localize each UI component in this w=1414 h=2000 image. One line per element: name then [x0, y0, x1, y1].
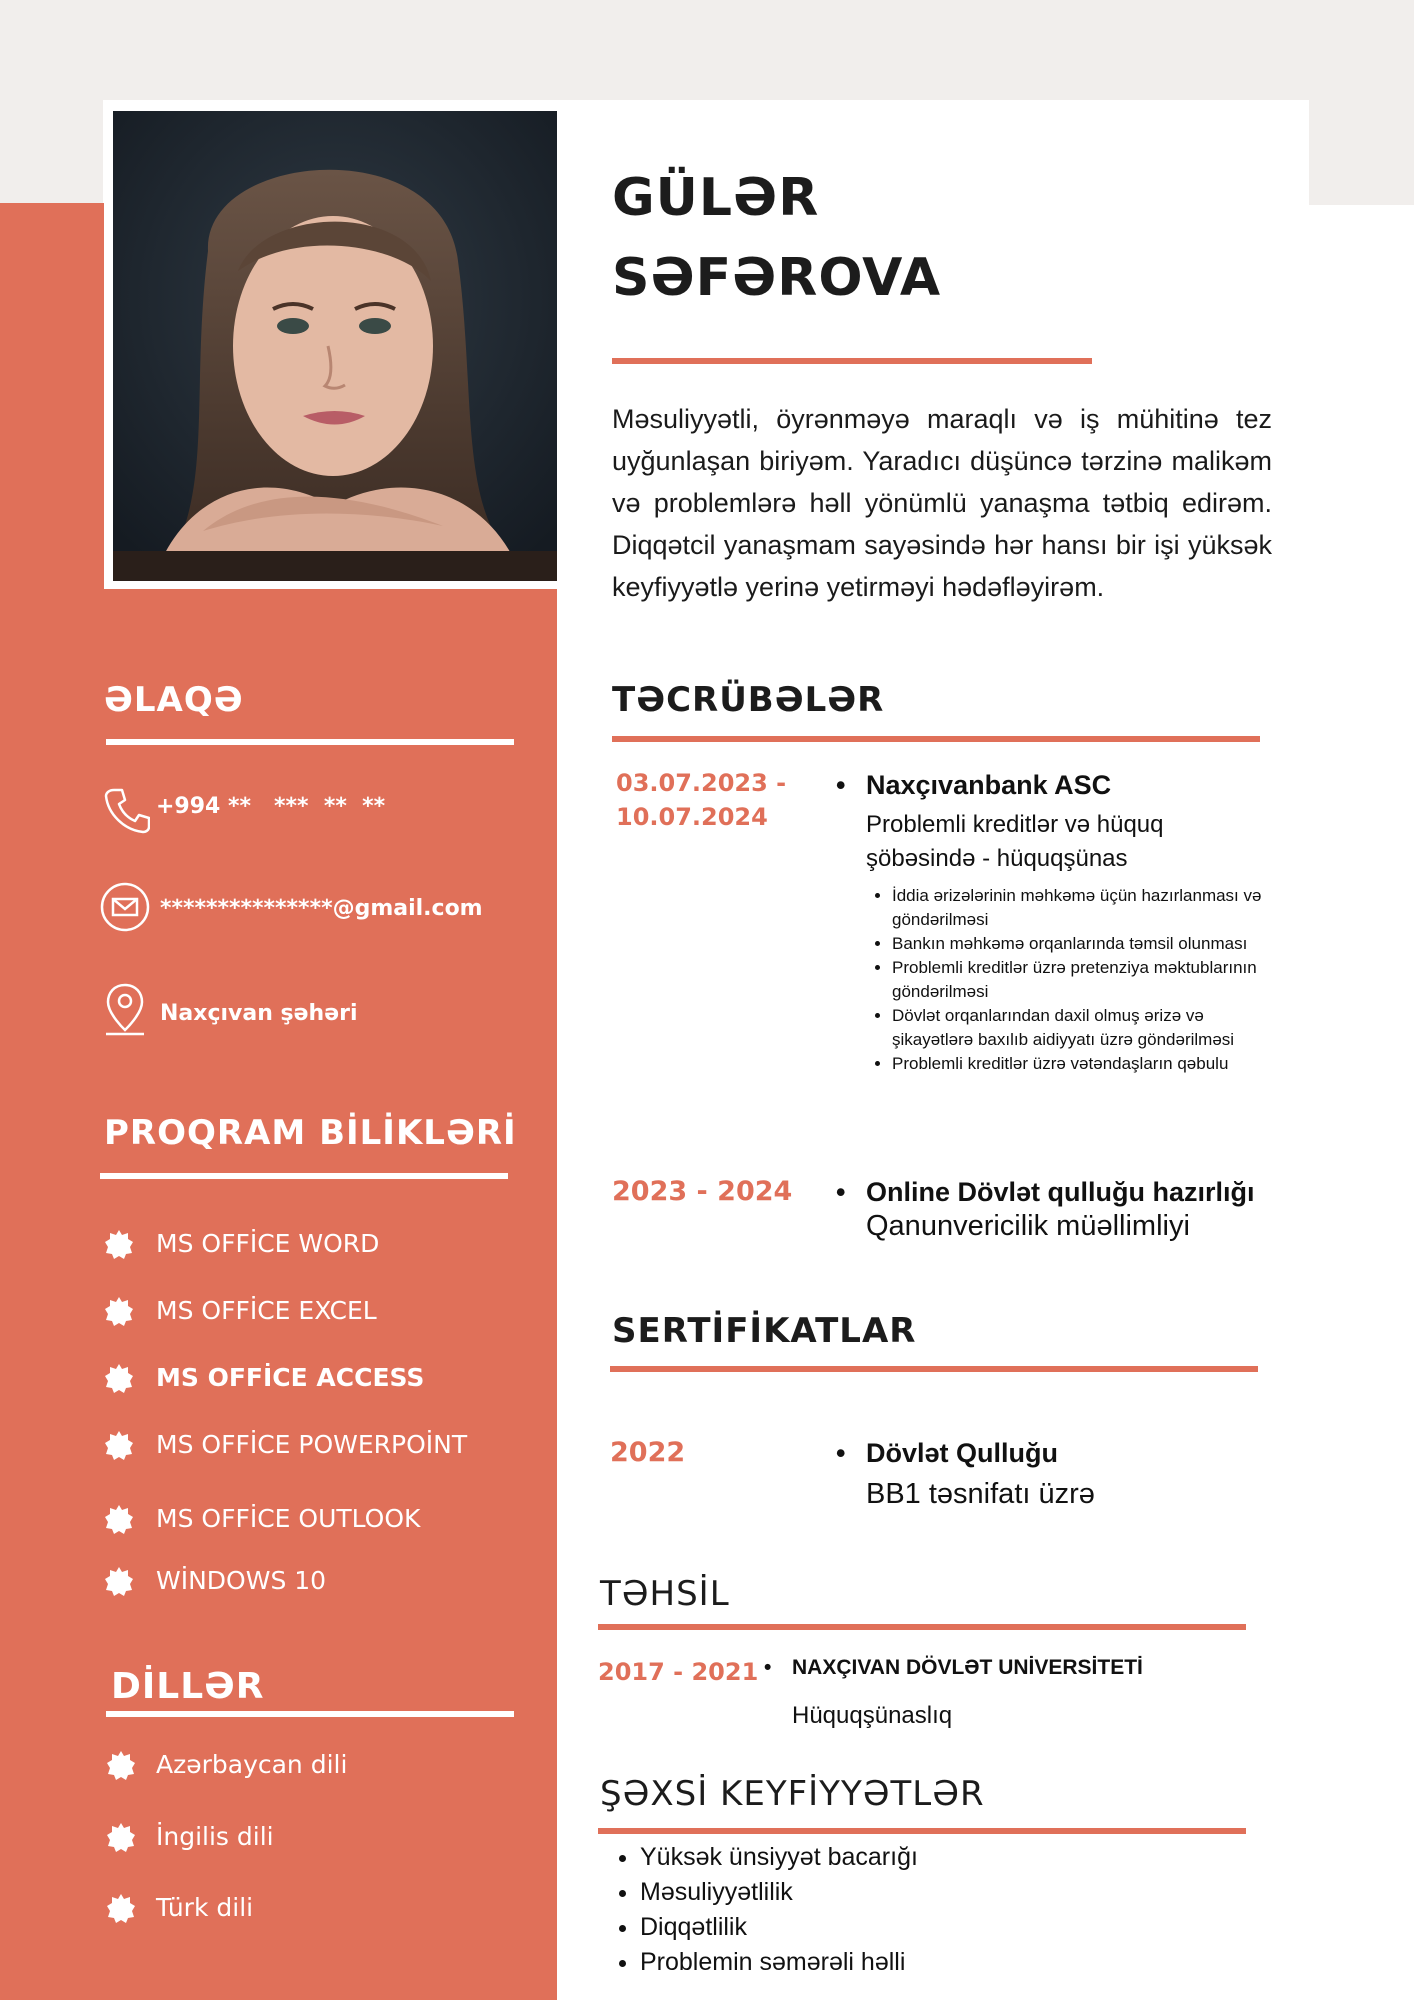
bullet-icon: • — [836, 1438, 846, 1468]
job-company-name: Naxçıvanbank ASC — [866, 770, 1112, 800]
badge-icon — [104, 1363, 134, 1393]
personal-item: • Diqqətlilik — [640, 1910, 1240, 1945]
email-icon — [100, 882, 150, 932]
contact-phone: +994 ** *** ** ** — [156, 794, 386, 819]
badge-icon — [104, 1430, 134, 1460]
personal-list — [640, 1840, 1240, 1980]
experience-underline — [612, 736, 1260, 742]
badge-icon — [104, 1566, 134, 1596]
software-item: WİNDOWS 10 — [156, 1566, 327, 1595]
personal-title: ŞƏXSİ KEYFİYYƏTLƏR — [600, 1774, 985, 1814]
phone-icon — [104, 786, 150, 834]
software-item: MS OFFİCE EXCEL — [156, 1296, 377, 1325]
software-underline — [100, 1173, 508, 1179]
personal-item: • Problemin səmərəli həlli — [640, 1945, 1240, 1980]
contact-underline — [106, 739, 514, 745]
language-item: Türk dili — [156, 1893, 254, 1922]
badge-icon — [104, 1504, 134, 1534]
contact-email: ***************@gmail.com — [160, 896, 483, 921]
language-item: Azərbaycan dili — [156, 1750, 348, 1779]
certificates-title: SERTİFİKATLAR — [612, 1311, 917, 1351]
personal-item: • Məsuliyyətlilik — [640, 1875, 1240, 1910]
certificate-name-text: Dövlət Qulluğu — [866, 1438, 1058, 1468]
bullet-icon: • — [836, 770, 846, 800]
job-duty-item: • İddia ərizələrinin məhkəmə üçün hazırlanması və göndərilməsi — [892, 884, 1272, 932]
job2-company — [836, 1177, 1255, 1208]
personal-item: • Yüksək ünsiyyət bacarığı — [640, 1840, 1240, 1875]
job-date-start: 03.07.2023 - — [616, 769, 787, 797]
job-duty-item: • Problemli kreditlər üzrə pretenziya məktublarının göndərilməsi — [892, 956, 1272, 1004]
education-title: TƏHSİL — [600, 1574, 730, 1614]
certificate-year: 2022 — [610, 1437, 686, 1468]
experience-title: TƏCRÜBƏLƏR — [612, 680, 885, 720]
personal-underline — [598, 1828, 1246, 1834]
badge-icon — [104, 1296, 134, 1326]
languages-underline — [106, 1711, 514, 1717]
education-years: 2017 - 2021 — [598, 1658, 759, 1686]
job-duty-item: • Bankın məhkəmə orqanlarında təmsil olunması — [892, 932, 1272, 956]
job-company — [836, 770, 1111, 801]
badge-icon — [104, 1229, 134, 1259]
location-icon — [102, 982, 148, 1038]
software-item: MS OFFİCE OUTLOOK — [156, 1504, 421, 1533]
contact-location: Naxçıvan şəhəri — [160, 1001, 358, 1026]
job-duty-item: • Dövlət orqanlarından daxil olmuş ərizə və şikayətlərə baxılıb aidiyyatı üzrə göndərilməsi — [892, 1004, 1272, 1052]
job-role-line2: şöbəsində - hüquqşünas — [866, 845, 1128, 872]
software-item: MS OFFİCE ACCESS — [156, 1363, 425, 1392]
education-school-name: NAXÇIVAN DÖVLƏT UNİVERSİTETİ — [792, 1656, 1143, 1679]
job2-role: Qanunvericilik müəllimliyi — [866, 1210, 1190, 1242]
software-item: MS OFFİCE POWERPOİNT — [156, 1430, 468, 1459]
education-school — [764, 1656, 1143, 1680]
job-duty-item: • Problemli kreditlər üzrə vətəndaşların qəbulu — [892, 1052, 1272, 1076]
education-underline — [598, 1624, 1246, 1630]
job-duties — [892, 884, 1272, 1076]
name-underline — [612, 358, 1092, 364]
certificate-name — [836, 1438, 1058, 1469]
job2-date: 2023 - 2024 — [612, 1176, 793, 1207]
name-last: SƏFƏROVA — [612, 248, 942, 308]
badge-icon — [106, 1750, 136, 1780]
bullet-icon: • — [764, 1656, 772, 1679]
certificates-underline — [610, 1366, 1258, 1372]
languages-title: DİLLƏR — [111, 1666, 265, 1707]
certificate-detail: BB1 təsnifatı üzrə — [866, 1478, 1095, 1510]
summary-text: Məsuliyyətli, öyrənməyə maraqlı və iş mühitinə tez uyğunlaşan biriyəm. Yaradıcı düşüncə tərzinə malikəm və problemlərə həll yönümlü yanaşma tətbiq edirəm. Diqqətcil yanaşmam sayəsində hər hansı bir işi yüksək keyfiyyətlə yerinə yetirməyi hədəfləyirəm. — [612, 404, 1272, 602]
contact-title: ƏLAQƏ — [104, 680, 244, 720]
profile-photo — [113, 111, 557, 581]
job-role-line1: Problemli kreditlər və hüquq — [866, 811, 1164, 838]
language-item: İngilis dili — [156, 1822, 274, 1851]
badge-icon — [106, 1822, 136, 1852]
badge-icon — [106, 1893, 136, 1923]
software-item: MS OFFİCE WORD — [156, 1229, 380, 1258]
job-date-end: 10.07.2024 — [616, 803, 768, 831]
software-title: PROQRAM BİLİKLƏRİ — [104, 1113, 517, 1153]
job2-company-name: Online Dövlət qulluğu hazırlığı — [866, 1177, 1255, 1207]
top-right-background — [1309, 0, 1414, 205]
education-field: Hüquqşünaslıq — [792, 1702, 953, 1729]
bullet-icon: • — [836, 1177, 846, 1207]
name-first: GÜLƏR — [612, 168, 820, 228]
